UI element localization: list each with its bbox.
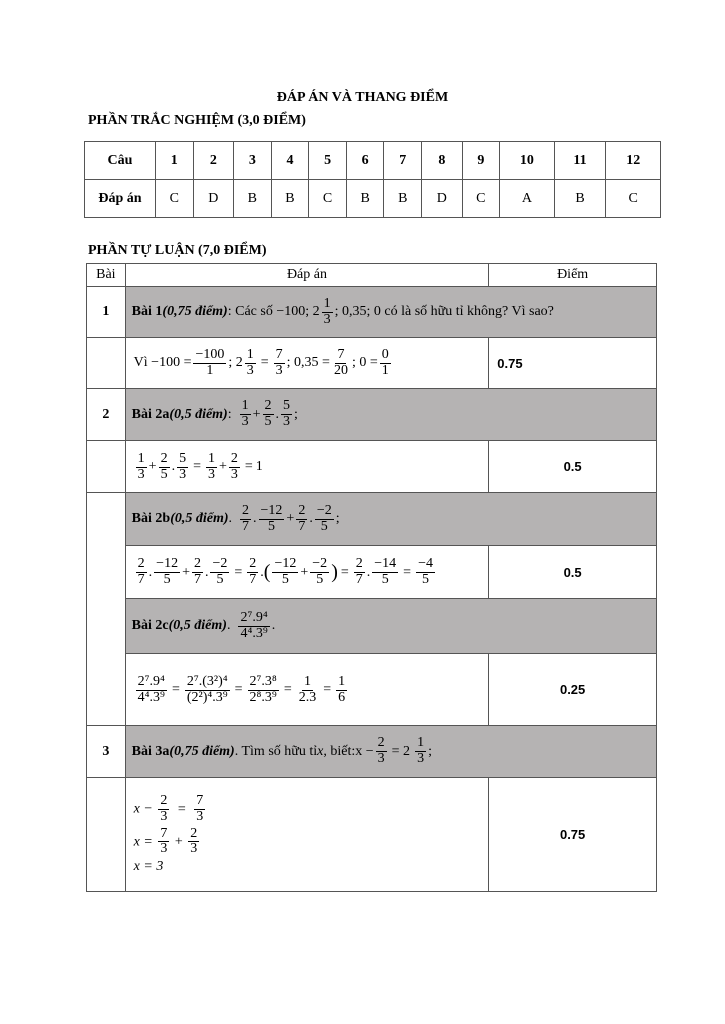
mcq-question-number: 11 xyxy=(554,142,606,180)
mcq-answer-label: Đáp án xyxy=(85,180,156,218)
b2a-answer: $\frac{1}{3}$ + $\frac{2}{5}$ . $\frac{5}{3}$ = $\frac{1}{3}$ + $\frac{2}{3}$ = 1 xyxy=(125,441,489,493)
b1-label: Bài 1 xyxy=(131,304,163,319)
mcq-answer: B xyxy=(234,180,272,218)
b1-points: 0.75 xyxy=(489,338,657,389)
b3a-answer: x − $\frac{2}{3}$ = $\frac{7}{3}$ x = $\frac{7}{3}$ + $\frac{2}{3}$ x = 3 xyxy=(125,778,489,892)
b2b-question-row xyxy=(87,493,657,546)
mcq-answer: C xyxy=(309,180,347,218)
b1-question-text-end: ; 0,35; 0 có là số hữu tỉ không? Vì sao? xyxy=(334,304,554,319)
b3a-question: Bài 3a (0,75 điểm) . Tìm số hữu tỉ x , biết: x − $\frac{2}{3}$ = 2 $\frac{1}{3}$ ; xyxy=(125,726,656,778)
b2c-answer-row xyxy=(87,654,657,726)
mcq-question-number: 1 xyxy=(156,142,194,180)
b1-answer: Vì −100 = $\frac{-100}{1}$ ; 2 $\frac{1}{3}$ = $\frac{7}{3}$ ; 0,35 = $\frac{7}{20}$ ; 0 = $\frac{0}{1}$ xyxy=(125,338,489,389)
mcq-answer: B xyxy=(384,180,422,218)
b2b-answer: $\frac{2}{7}$ . $\frac{-12}{5}$ + $\frac{2}{7}$ . $\frac{-2}{5}$ = $\frac{2}{7}$ . ( $\frac{-12}{5}$ + $\frac{-2}{5}$ ) = $\frac{2}{7}$ . $\frac{-14}{5}$ = $\frac{-4}{5}$ xyxy=(125,546,489,599)
b3-num: 3 xyxy=(87,726,126,778)
header-num: Bài xyxy=(87,264,126,287)
b2a-answer-row xyxy=(87,441,657,493)
header-answer: Đáp án xyxy=(125,264,489,287)
essay-header-row xyxy=(87,264,657,287)
b2c-question: Bài 2c (0,5 điểm) . $\frac{\text{2⁷.9⁴}}{\text{4⁴.3⁹}}$ . xyxy=(125,599,656,654)
mcq-question-number: 12 xyxy=(606,142,661,180)
b1-points-label: (0,75 điểm) xyxy=(162,304,228,319)
b2c-answer: $\frac{\text{2⁷.9⁴}}{\text{4⁴.3⁹}}$ = $\frac{\text{2⁷.(3²)⁴}}{\text{(2²)⁴.3⁹}}$ = $\frac{\text{2⁷.3⁸}}{\text{2⁸.3⁹}}$ = $\frac{1}{2.3}$ = $\frac{1}{6}$ xyxy=(125,654,489,726)
mcq-answer: B xyxy=(271,180,309,218)
b2b-answer-row xyxy=(87,546,657,599)
b1-answer-row xyxy=(87,338,657,389)
b1-question xyxy=(125,287,656,338)
section-essay-heading: PHẦN TỰ LUẬN (7,0 ĐIỂM) xyxy=(88,243,267,258)
b2c-question-row xyxy=(87,599,657,654)
mcq-answer: A xyxy=(500,180,555,218)
header-points: Điểm xyxy=(489,264,657,287)
mcq-question-number: 10 xyxy=(500,142,555,180)
b2-num: 2 xyxy=(87,389,126,441)
mcq-question-number: 9 xyxy=(462,142,500,180)
b2a-question: Bài 2a (0,5 điểm) : $\frac{1}{3}$ + $\frac{2}{5}$ . $\frac{5}{3}$ ; xyxy=(125,389,656,441)
mcq-answer: B xyxy=(346,180,384,218)
b1-question-fraction: $\frac{1}{3}$ xyxy=(323,295,331,327)
essay-answer-table xyxy=(86,263,657,892)
b2b-question: Bài 2b (0,5 điểm) . $\frac{2}{7}$ . $\frac{-12}{5}$ + $\frac{2}{7}$ . $\frac{-2}{5}$ ; xyxy=(125,493,656,546)
multiple-choice-answer-table xyxy=(84,141,661,218)
b2c-points: 0.25 xyxy=(489,654,657,726)
mcq-answer: C xyxy=(156,180,194,218)
b1-num: 1 xyxy=(87,287,126,338)
section-multiple-choice-heading: PHẦN TRẮC NGHIỆM (3,0 ĐIỂM) xyxy=(88,113,306,128)
mcq-answer-row xyxy=(85,180,661,218)
b2a-points: 0.5 xyxy=(489,441,657,493)
b3a-points: 0.75 xyxy=(489,778,657,892)
b3a-answer-row xyxy=(87,778,657,892)
mcq-answer: D xyxy=(193,180,233,218)
b1-question-row xyxy=(87,287,657,338)
mcq-answer: B xyxy=(554,180,606,218)
b3a-question-row xyxy=(87,726,657,778)
mcq-question-number: 3 xyxy=(234,142,272,180)
mcq-question-label: Câu xyxy=(85,142,156,180)
b2a-question-row xyxy=(87,389,657,441)
mcq-question-number: 4 xyxy=(271,142,309,180)
mcq-question-number: 5 xyxy=(309,142,347,180)
page-title: ĐÁP ÁN VÀ THANG ĐIỂM xyxy=(276,90,449,105)
b2b-points: 0.5 xyxy=(489,546,657,599)
mcq-question-number: 8 xyxy=(422,142,462,180)
mcq-question-number: 7 xyxy=(384,142,422,180)
mcq-question-number: 6 xyxy=(346,142,384,180)
mcq-answer: D xyxy=(422,180,462,218)
mcq-question-number: 2 xyxy=(193,142,233,180)
mcq-answer: C xyxy=(462,180,500,218)
b1-question-text: : Các số −100; 2 xyxy=(227,304,320,319)
mcq-answer: C xyxy=(606,180,661,218)
mcq-question-row xyxy=(85,142,661,180)
